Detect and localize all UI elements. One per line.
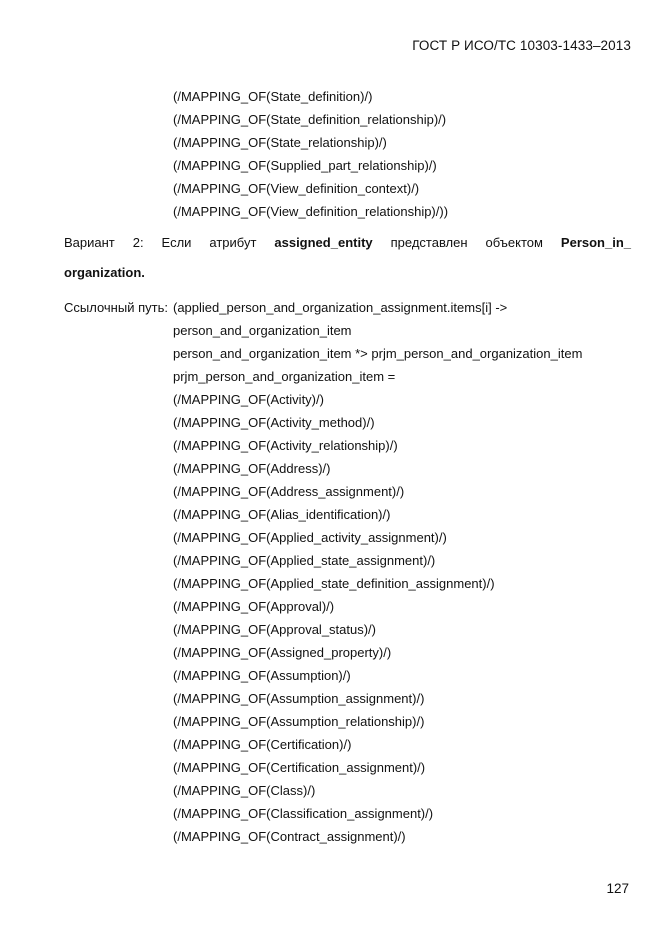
reference-line: (/MAPPING_OF(Class)/) [173,783,316,798]
variant-paragraph-continuation [64,265,145,281]
mapping-line: (/MAPPING_OF(State_relationship)/) [173,135,387,150]
reference-path-label: Ссылочный путь: [64,300,168,315]
reference-line: (/MAPPING_OF(Classification_assignment)/) [173,806,434,821]
variant-middle: представлен объектом [372,235,561,250]
entity-name-continued: organization [64,265,142,280]
attribute-name: assigned_entity [274,235,373,250]
variant-paragraph [64,235,631,251]
mapping-line: (/MAPPING_OF(View_definition_relationship)/)) [173,204,449,219]
entity-name: Person_in_ [560,235,632,250]
reference-line: (/MAPPING_OF(Certification)/) [173,737,352,752]
variant-prefix: Вариант 2: Если атрибут [64,235,275,250]
reference-line: (/MAPPING_OF(Approval)/) [173,599,335,614]
variant-suffix: . [141,265,145,280]
reference-line: (/MAPPING_OF(Activity_method)/) [173,415,375,430]
reference-line: (/MAPPING_OF(Alias_identification)/) [173,507,391,522]
document-header: ГОСТ Р ИСО/ТС 10303-1433–2013 [412,38,631,53]
reference-line: (/MAPPING_OF(Activity_relationship)/) [173,438,398,453]
reference-line: prjm_person_and_organization_item = [173,369,396,384]
reference-line: (applied_person_and_organization_assignment.items[i] -> [173,300,508,315]
reference-line: (/MAPPING_OF(Approval_status)/) [173,622,376,637]
reference-line: (/MAPPING_OF(Applied_state_assignment)/) [173,553,436,568]
reference-line: (/MAPPING_OF(Assumption_assignment)/) [173,691,425,706]
mapping-line: (/MAPPING_OF(State_definition)/) [173,89,373,104]
reference-line: (/MAPPING_OF(Assigned_property)/) [173,645,392,660]
reference-line: (/MAPPING_OF(Certification_assignment)/) [173,760,426,775]
page-number: 127 [606,881,629,896]
mapping-line: (/MAPPING_OF(State_definition_relationship)/) [173,112,447,127]
mapping-line: (/MAPPING_OF(Supplied_part_relationship)/) [173,158,437,173]
reference-line: person_and_organization_item *> prjm_person_and_organization_item [173,346,583,361]
reference-line: person_and_organization_item [173,323,352,338]
reference-line: (/MAPPING_OF(Applied_activity_assignment)/) [173,530,447,545]
reference-line: (/MAPPING_OF(Activity)/) [173,392,324,407]
reference-line: (/MAPPING_OF(Address)/) [173,461,331,476]
reference-line: (/MAPPING_OF(Contract_assignment)/) [173,829,406,844]
reference-line: (/MAPPING_OF(Assumption)/) [173,668,351,683]
mapping-line: (/MAPPING_OF(View_definition_context)/) [173,181,420,196]
reference-line: (/MAPPING_OF(Applied_state_definition_assignment)/) [173,576,495,591]
reference-line: (/MAPPING_OF(Address_assignment)/) [173,484,405,499]
reference-line: (/MAPPING_OF(Assumption_relationship)/) [173,714,425,729]
